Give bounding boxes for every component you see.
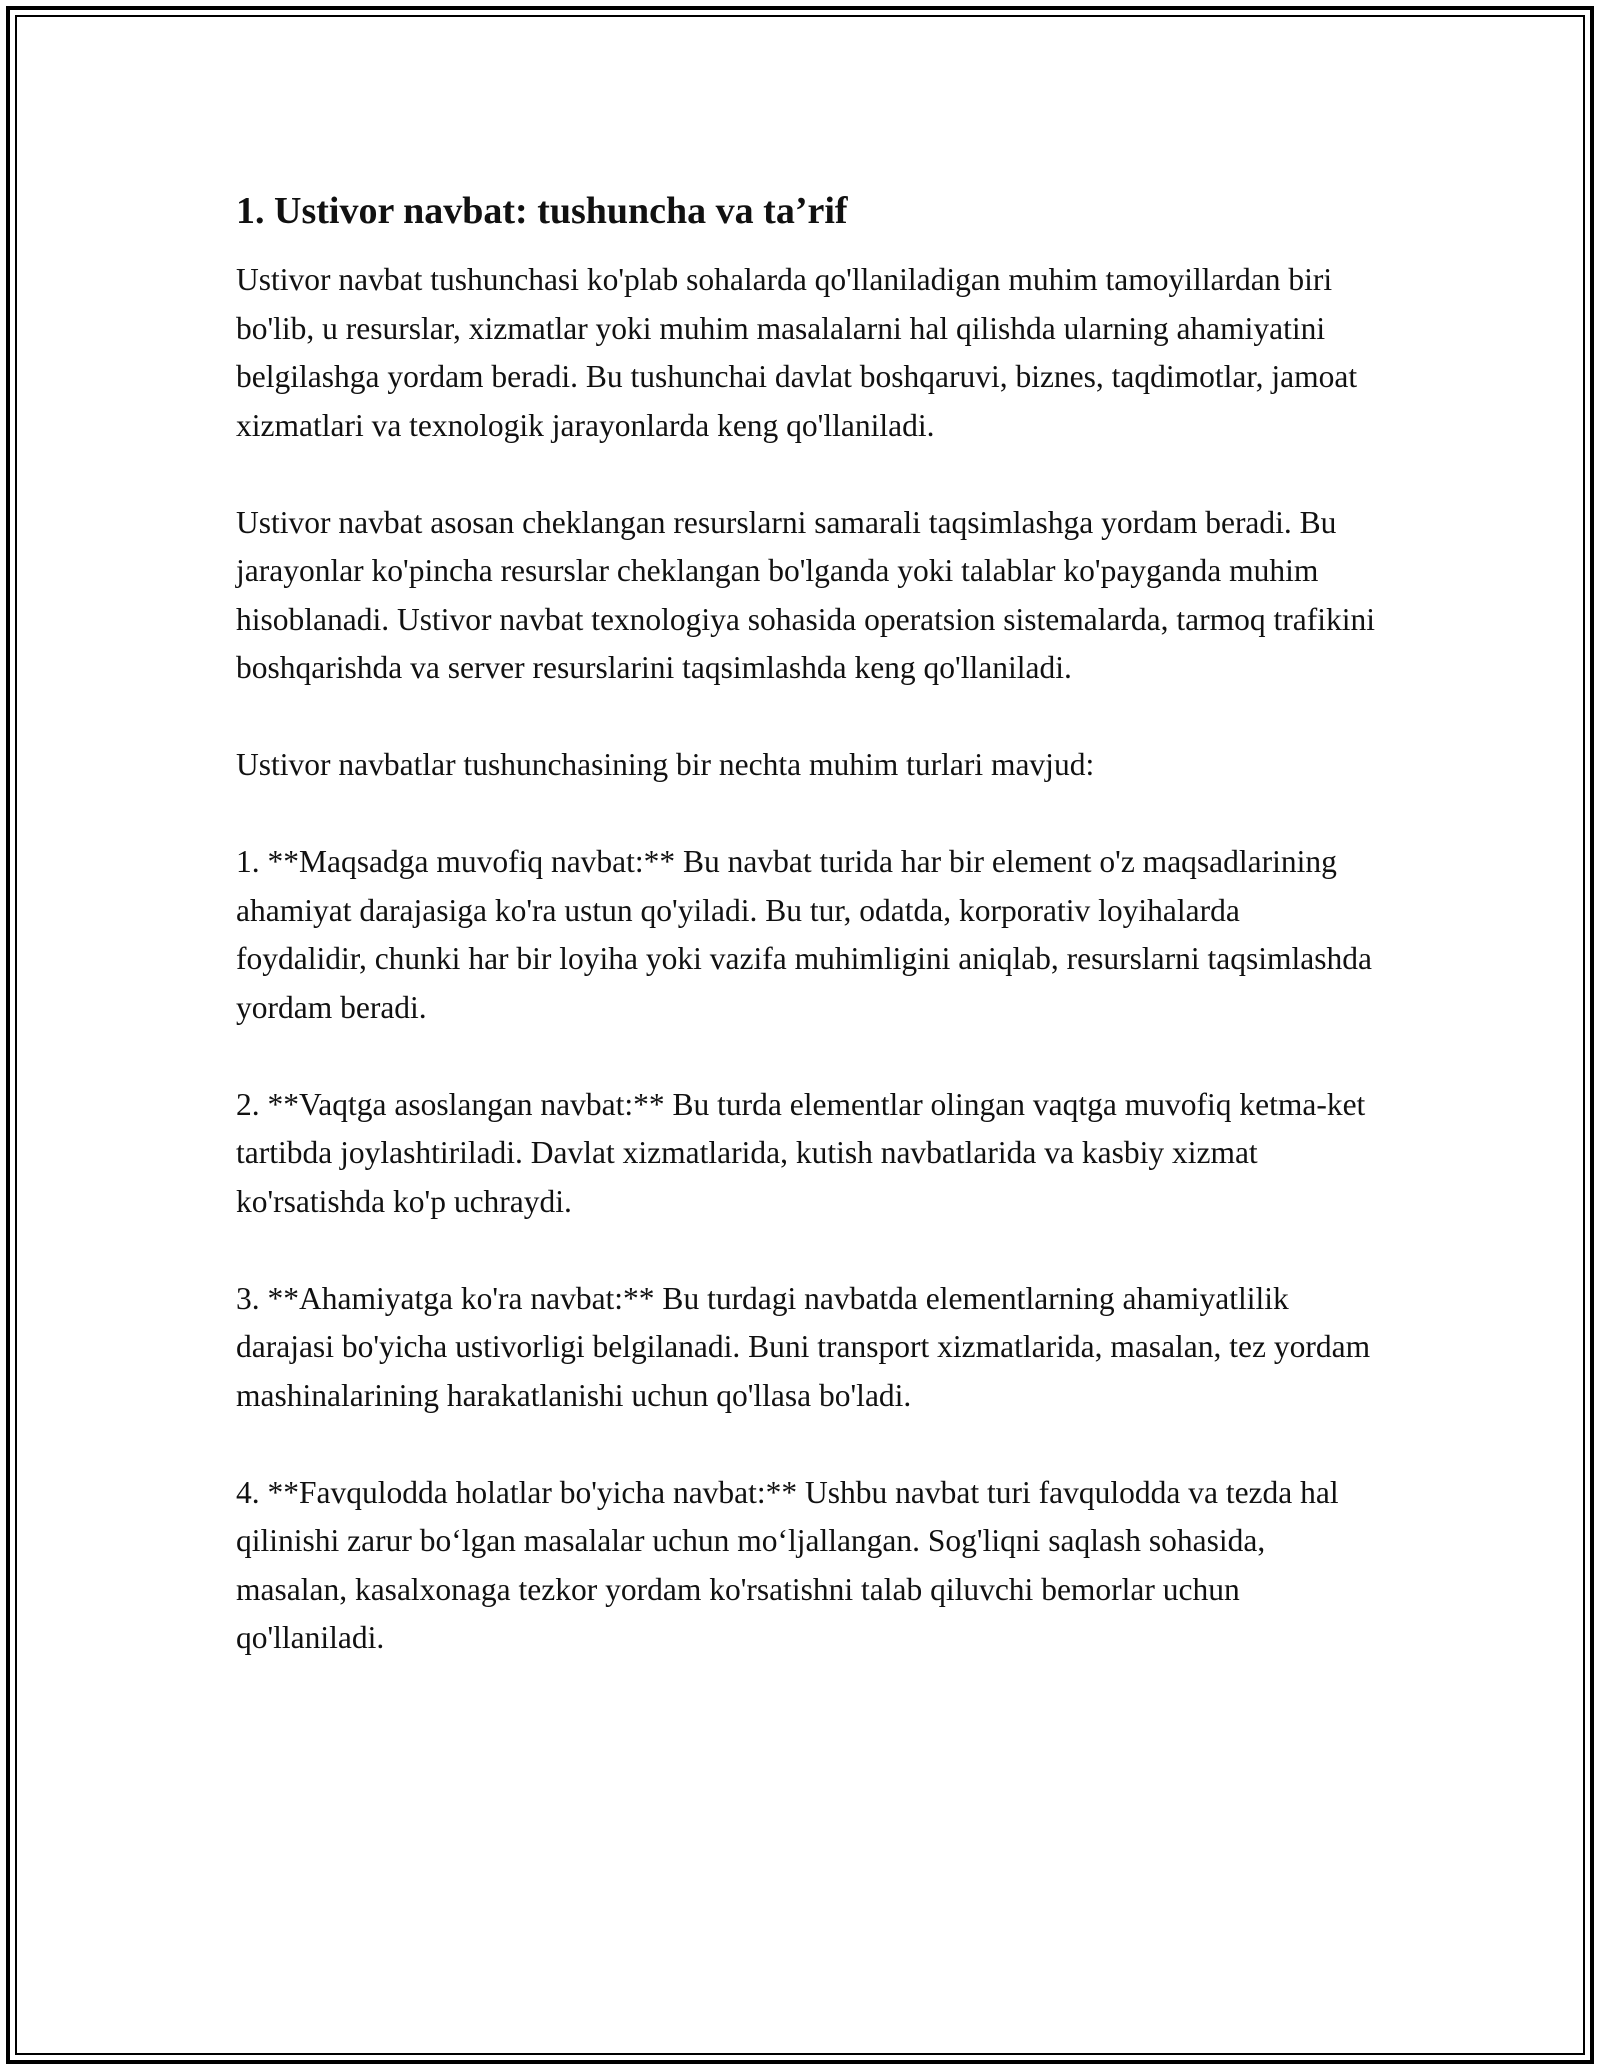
resource-paragraph: Ustivor navbat asosan cheklangan resurslarni samarali taqsimlashga yordam beradi. Bu jarayonlar ko'pincha resurslar cheklangan bo'lganda yoki talablar ko'payganda muhim hisoblanadi. Ustivor navbat texnologiya sohasida operatsion sistemalarda, tarmoq trafikini boshqarishda va server resurslarini taqsimlashda keng qo'llaniladi. (236, 504, 1375, 685)
section-heading: 1. Ustivor navbat: tushuncha va ta’rif (236, 190, 848, 232)
list-item-importance-queue: 3. **Ahamiyatga ko'ra navbat:** Bu turdagi navbatda elementlarning ahamiyatlilik darajasi bo'yicha ustivorligi belgilanadi. Buni transport xizmatlarida, masalan, tez yordam mashinalarining harakatlanishi uchun qo'llasa bo'ladi. (236, 1280, 1371, 1413)
list-item-time-queue: 2. **Vaqtga asoslangan navbat:** Bu turda elementlar olingan vaqtga muvofiq ketma-ket tartibda joylashtiriladi. Davlat xizmatlarida, kutish navbatlarida va kasbiy xizmat ko'rsatishda ko'p uchraydi. (236, 1086, 1366, 1219)
list-item-goal-queue: 1. **Maqsadga muvofiq navbat:** Bu navbat turida har bir element o'z maqsadlarining ahamiyat darajasiga ko'ra ustun qo'yiladi. Bu tur, odatda, korporativ loyihalarda foydalidir, chunki har bir loyiha yoki vazifa muhimligini aniqlab, resurslarni taqsimlashda yordam beradi. (236, 844, 1372, 1025)
intro-paragraph: Ustivor navbat tushunchasi ko'plab sohalarda qo'llaniladigan muhim tamoyillardan biri bo'lib, u resurslar, xizmatlar yoki muhim masalalarni hal qilishda ularning ahamiyatini belgilashga yordam beradi. Bu tushunchai davlat boshqaruvi, biznes, taqdimotlar, jamoat xizmatlari va texnologik jarayonlarda keng qo'llaniladi. (236, 262, 1358, 443)
document-body (236, 186, 1376, 1711)
types-intro-paragraph: Ustivor navbatlar tushunchasining bir nechta muhim turlari mavjud: (236, 747, 1095, 782)
list-item-emergency-queue: 4. **Favqulodda holatlar bo'yicha navbat:** Ushbu navbat turi favqulodda va tezda hal qilinishi zarur bo‘lgan masalalar uchun mo‘ljallangan. Sog'liqni saqlash sohasida, masalan, kasalxonaga tezkor yordam ko'rsatishni talab qiluvchi bemorlar uchun qo'llaniladi. (236, 1474, 1339, 1655)
